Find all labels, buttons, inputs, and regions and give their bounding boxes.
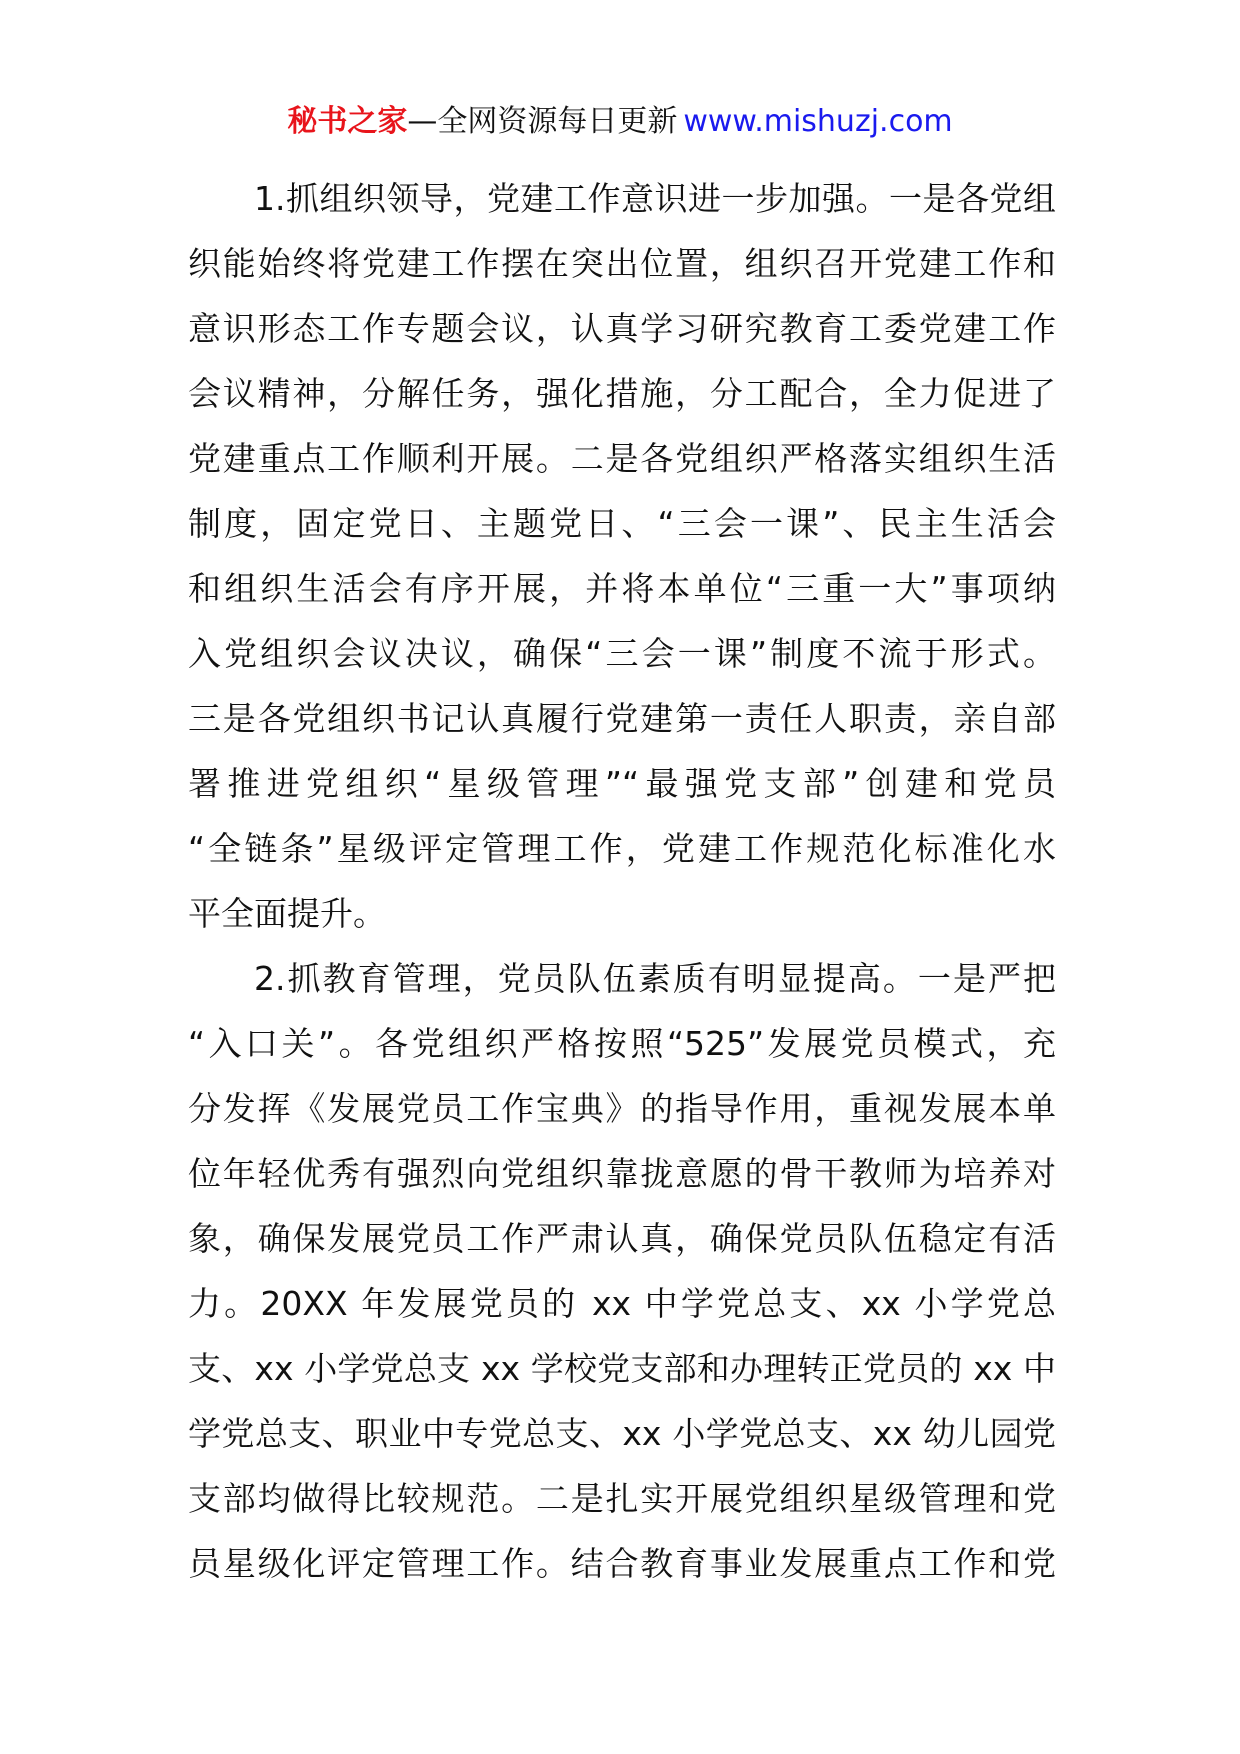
paragraph-2-line: 支、xx 小学党总支 xx 学校党支部和办理转正党员的 xx 中 — [188, 1349, 1056, 1388]
paragraph-1-line: “全链条”星级评定管理工作，党建工作规范化标准化水 — [188, 829, 1056, 868]
paragraph-2-line: 2.抓教育管理，党员队伍素质有明显提高。一是严把 — [254, 959, 1056, 998]
paragraph-1-line: 署推进党组织“星级管理”“最强党支部”创建和党员 — [188, 764, 1056, 803]
paragraph-2-line: “入口关”。各党组织严格按照“525”发展党员模式，充 — [188, 1024, 1056, 1063]
paragraph-1-line: 平全面提升。 — [188, 894, 386, 933]
paragraph-1-line: 三是各党组织书记认真履行党建第一责任人职责，亲自部 — [188, 699, 1056, 738]
paragraph-1-line: 织能始终将党建工作摆在突出位置，组织召开党建工作和 — [188, 244, 1056, 283]
paragraph-1-line: 制度，固定党日、主题党日、“三会一课”、民主生活会 — [188, 504, 1056, 543]
paragraph-2-line: 员星级化评定管理工作。结合教育事业发展重点工作和党 — [188, 1544, 1056, 1583]
paragraph-2-line: 力。20XX 年发展党员的 xx 中学党总支、xx 小学党总 — [188, 1284, 1056, 1323]
paragraph-2-line: 分发挥《发展党员工作宝典》的指导作用，重视发展本单 — [188, 1089, 1056, 1128]
paragraph-1-line: 入党组织会议决议，确保“三会一课”制度不流于形式。 — [188, 634, 1056, 673]
paragraph-1-line: 党建重点工作顺利开展。二是各党组织严格落实组织生活 — [188, 439, 1056, 478]
paragraph-2-line: 学党总支、职业中专党总支、xx 小学党总支、xx 幼儿园党 — [188, 1414, 1056, 1453]
paragraph-2-line: 象，确保发展党员工作严肃认真，确保党员队伍稳定有活 — [188, 1219, 1056, 1258]
paragraph-1-line: 1.抓组织领导，党建工作意识进一步加强。一是各党组 — [254, 179, 1056, 218]
paragraph-2-line: 支部均做得比较规范。二是扎实开展党组织星级管理和党 — [188, 1479, 1056, 1518]
paragraph-2-line: 位年轻优秀有强烈向党组织靠拢意愿的骨干教师为培养对 — [188, 1154, 1056, 1193]
paragraph-1-line: 会议精神，分解任务，强化措施，分工配合，全力促进了 — [188, 374, 1056, 413]
site-url-link[interactable]: www.mishuzj.com — [683, 104, 953, 139]
document-body — [188, 166, 1056, 1596]
paragraph-1-line: 和组织生活会有序开展，并将本单位“三重一大”事项纳 — [188, 569, 1056, 608]
tagline: —全网资源每日更新 — [407, 104, 678, 139]
brand-name: 秘书之家 — [287, 104, 408, 139]
site-header — [0, 100, 1240, 144]
paragraph-1-line: 意识形态工作专题会议，认真学习研究教育工委党建工作 — [188, 309, 1056, 348]
